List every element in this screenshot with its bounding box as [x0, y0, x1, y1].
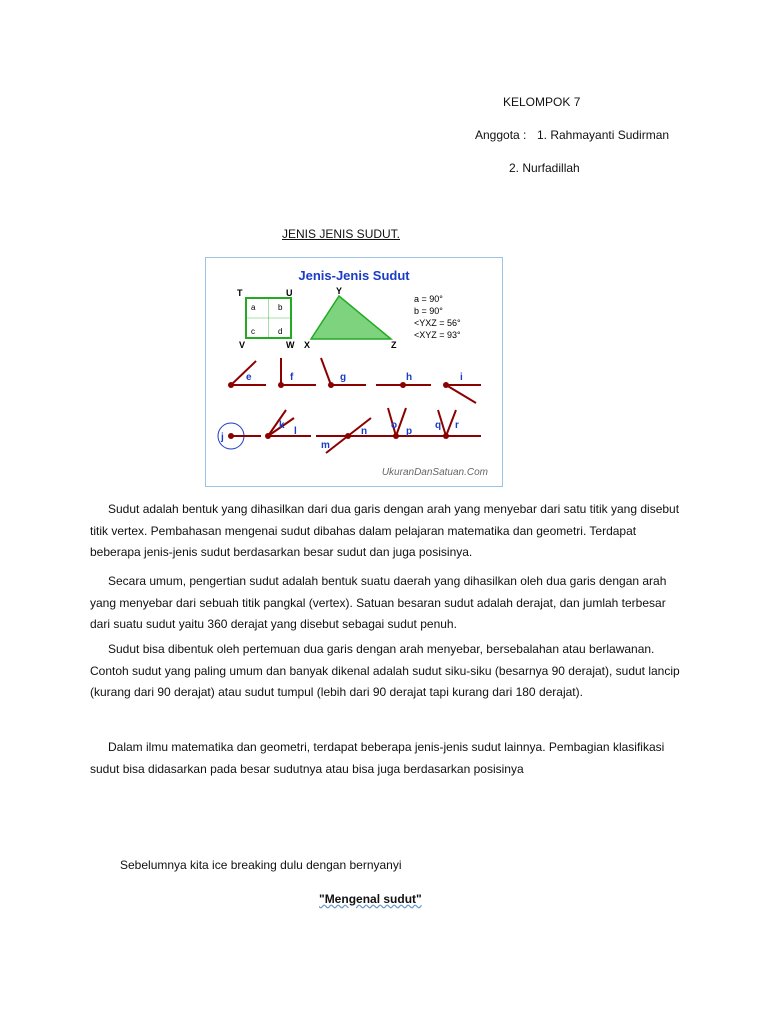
vertex-label-U: U	[286, 288, 293, 298]
vertex-dot	[443, 382, 449, 388]
paragraph-1: Sudut adalah bentuk yang dihasilkan dari dua garis dengan arah yang menyebar dari satu titik yang disebut titik vertex. Pembahasan mengenai sudut dibahas dalam pelajaran matematika dan geometri. Terdapat beberapa jenis-jenis sudut berdasarkan besar sudut dan juga posisinya.	[90, 502, 680, 559]
angle-types-diagram	[206, 258, 502, 486]
angle-label-j: j	[221, 432, 224, 443]
measure-yxz: <YXZ = 56°	[414, 318, 461, 328]
vertex-label-Y: Y	[336, 286, 343, 296]
vertex-label-T: T	[237, 288, 243, 298]
vertex-dot	[265, 433, 271, 439]
paragraph-4: Dalam ilmu matematika dan geometri, terdapat beberapa jenis-jenis sudut lainnya. Pembagian klasifikasi sudut bisa didasarkan pada besar sudutnya atau bisa juga berdasarkan posisinya	[90, 740, 665, 776]
vertex-dot	[345, 433, 351, 439]
vertex-dot	[228, 382, 234, 388]
angle-label-q: q	[435, 420, 442, 431]
watermark: UkuranDanSatuan.Com	[381, 467, 488, 478]
angle-label-b: b	[278, 303, 283, 312]
angle-label-m: m	[321, 440, 330, 451]
song-title: "Mengenal sudut"	[319, 892, 422, 906]
measure-xyz: <XYZ = 93°	[414, 330, 461, 340]
vertex-dot	[393, 433, 399, 439]
vertex-dot	[443, 433, 449, 439]
measure-b: b = 90°	[414, 306, 443, 316]
group-label: KELOMPOK 7	[503, 95, 581, 109]
section-title: JENIS JENIS SUDUT.	[282, 227, 401, 241]
measure-a: a = 90°	[414, 294, 443, 304]
angle-label-n: n	[361, 426, 368, 437]
member-1: 1. Rahmayanti Sudirman	[537, 128, 670, 142]
angle-label-d: d	[278, 327, 283, 336]
paragraph-3: Sudut bisa dibentuk oleh pertemuan dua garis dengan arah menyebar, bersebalahan atau berlawanan. Contoh sudut yang paling umum dan banyak dikenal adalah sudut siku-siku (besarnya 90 derajat), sudut lancip (kurang dari 90 derajat) atau sudut tumpul (lebih dari 90 derajat tapi kurang dari 180 derajat).	[90, 642, 680, 699]
angle-label-i: i	[460, 372, 463, 383]
angle-label-e: e	[246, 372, 252, 383]
angle-label-f: f	[290, 372, 294, 383]
vertex-dot	[328, 382, 334, 388]
member-2: 2. Nurfadillah	[509, 161, 580, 175]
vertex-label-V: V	[239, 340, 246, 350]
paragraph-2: Secara umum, pengertian sudut adalah bentuk suatu daerah yang dihasilkan oleh dua garis dengan arah yang menyebar dari sebuah titik pangkal (vertex). Satuan besaran sudut adalah derajat, dan jumlah terbesar dari suatu sudut yaitu 360 derajat yang disebut sebagai sudut penuh.	[90, 574, 667, 631]
angle-label-r: r	[455, 420, 459, 431]
angle-label-g: g	[340, 372, 347, 383]
angle-types-figure	[205, 257, 503, 487]
angle-label-a: a	[251, 303, 256, 312]
icebreak-text: Sebelumnya kita ice breaking dulu dengan bernyanyi	[120, 858, 402, 872]
figure-title: Jenis-Jenis Sudut	[298, 268, 410, 283]
angle-label-p: p	[406, 426, 413, 437]
angle-label-l: l	[294, 426, 297, 437]
angle-label-h: h	[406, 372, 413, 383]
members-label: Anggota :	[475, 128, 527, 142]
vertex-label-X: X	[304, 340, 311, 350]
angle-label-o: o	[391, 420, 398, 431]
vertex-label-Z: Z	[391, 340, 397, 350]
vertex-dot	[228, 433, 234, 439]
angle-label-c: c	[251, 327, 255, 336]
triangle-shape	[311, 296, 391, 339]
vertex-dot	[278, 382, 284, 388]
vertex-label-W: W	[286, 340, 295, 350]
angle-label-k: k	[279, 420, 285, 431]
